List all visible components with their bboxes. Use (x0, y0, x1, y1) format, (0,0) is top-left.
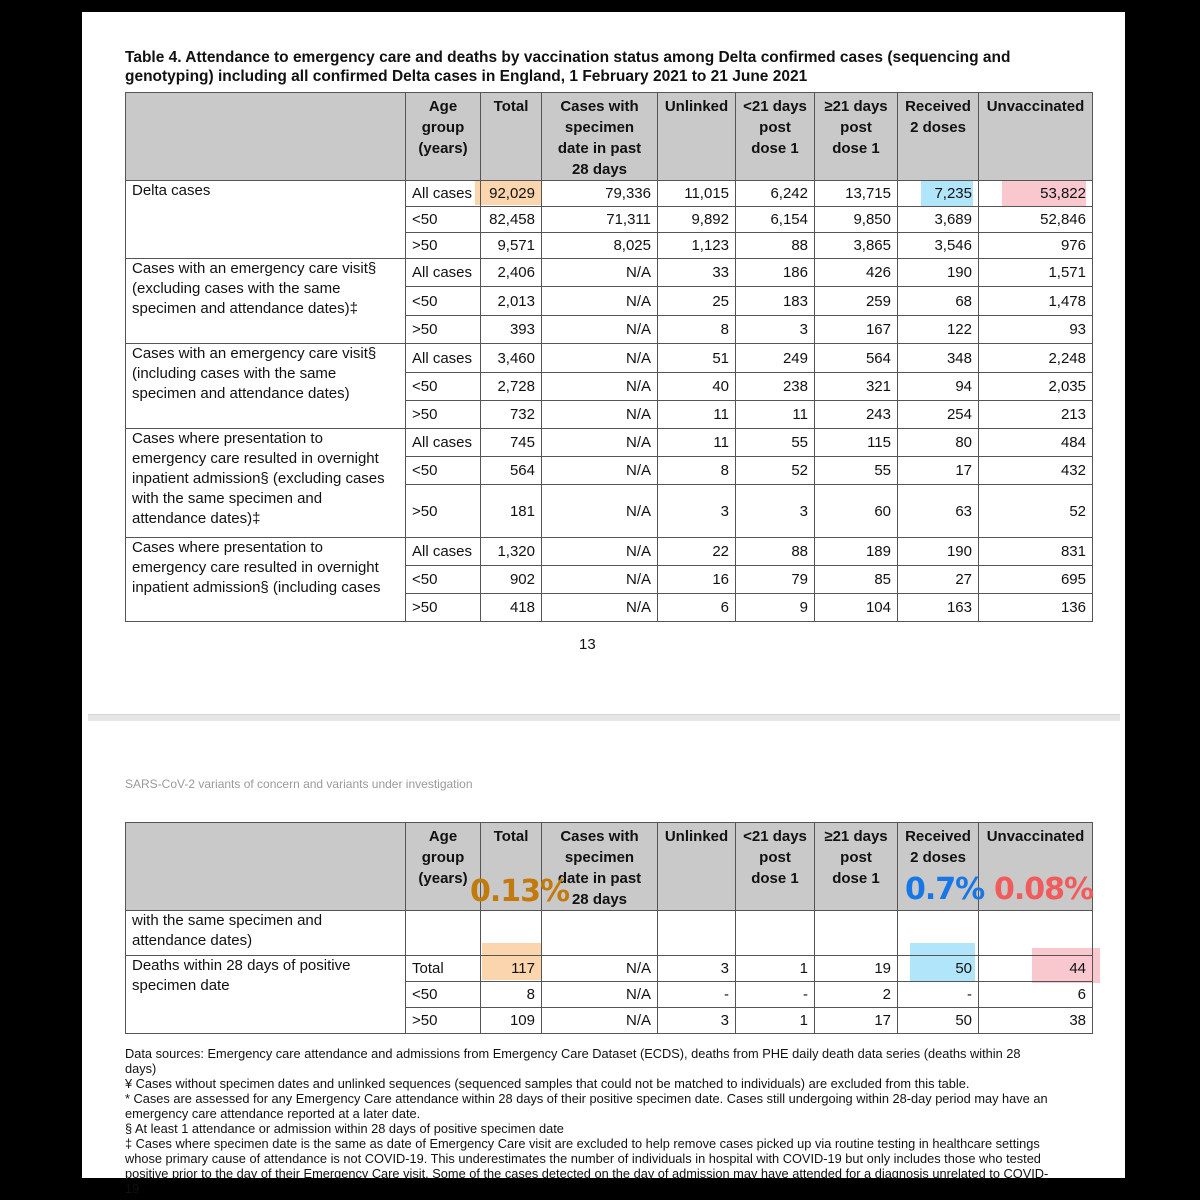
value-cell: 564 (481, 457, 542, 485)
row-group-label: Cases with an emergency care visit§ (excluding cases with the same specimen and attendance dates)‡ (126, 259, 406, 344)
value-cell: 9 (736, 594, 815, 622)
column-header: Age group (years) (406, 823, 481, 911)
age-group-cell: <50 (406, 287, 481, 316)
value-cell: 189 (815, 538, 898, 566)
value-cell: N/A (542, 956, 658, 982)
value-cell (979, 911, 1093, 956)
value-cell: N/A (542, 538, 658, 566)
row-group-label: Cases where presentation to emergency care resulted in overnight inpatient admission§ (including cases (126, 538, 406, 622)
age-group-cell: <50 (406, 982, 481, 1008)
value-cell: 11,015 (658, 181, 736, 207)
column-header: Cases with specimen date in past 28 days (542, 93, 658, 181)
value-cell (542, 911, 658, 956)
value-cell: 115 (815, 429, 898, 457)
age-group-cell: <50 (406, 566, 481, 594)
value-cell: 3,865 (815, 233, 898, 259)
age-group-cell: <50 (406, 207, 481, 233)
value-cell: 19 (815, 956, 898, 982)
value-cell: - (736, 982, 815, 1008)
age-group-cell: All cases (406, 429, 481, 457)
value-cell: 79 (736, 566, 815, 594)
value-cell: 53,822 (979, 181, 1093, 207)
column-header: Unvaccinated (979, 93, 1093, 181)
value-cell: 564 (815, 344, 898, 373)
value-cell (481, 911, 542, 956)
value-cell: 432 (979, 457, 1093, 485)
value-cell: 181 (481, 485, 542, 538)
age-group-cell (406, 911, 481, 956)
value-cell: 249 (736, 344, 815, 373)
value-cell: N/A (542, 982, 658, 1008)
age-group-cell: >50 (406, 594, 481, 622)
column-header: Received 2 doses (898, 93, 979, 181)
age-group-cell: All cases (406, 344, 481, 373)
table-row (126, 344, 1093, 373)
value-cell: 1 (736, 956, 815, 982)
value-cell: 44 (979, 956, 1093, 982)
value-cell: 321 (815, 373, 898, 401)
value-cell: 3 (658, 485, 736, 538)
column-header: <21 days post dose 1 (736, 93, 815, 181)
value-cell: N/A (542, 401, 658, 429)
value-cell: 38 (979, 1008, 1093, 1034)
page-divider (88, 714, 1120, 721)
value-cell: 109 (481, 1008, 542, 1034)
table-4-top (125, 92, 1093, 622)
value-cell: 426 (815, 259, 898, 287)
column-header: Total (481, 93, 542, 181)
value-cell: N/A (542, 429, 658, 457)
value-cell: 3,546 (898, 233, 979, 259)
footnote: * Cases are assessed for any Emergency Care attendance within 28 days of their positive specimen date. Cases still undergoing within 28-day period may have an emergency care attendance reported at a later date. (125, 1091, 1048, 1121)
value-cell: 16 (658, 566, 736, 594)
value-cell: 51 (658, 344, 736, 373)
table-row (126, 956, 1093, 982)
footnote: § At least 1 attendance or admission within 28 days of positive specimen date (125, 1121, 564, 1136)
value-cell: 68 (898, 287, 979, 316)
value-cell: 9,892 (658, 207, 736, 233)
value-cell: 85 (815, 566, 898, 594)
row-group-label: Cases with an emergency care visit§ (including cases with the same specimen and attendance dates) (126, 344, 406, 429)
row-group-label: Deaths within 28 days of positive specimen date (126, 956, 406, 1034)
value-cell: 3 (736, 485, 815, 538)
value-cell: 22 (658, 538, 736, 566)
value-cell: - (658, 982, 736, 1008)
age-group-cell: >50 (406, 485, 481, 538)
value-cell: 6,154 (736, 207, 815, 233)
value-cell: 745 (481, 429, 542, 457)
age-group-cell: >50 (406, 401, 481, 429)
column-header: Total (481, 823, 542, 911)
table-title: Table 4. Attendance to emergency care and deaths by vaccination status among Delta confirmed cases (sequencing and genotyping) including all confirmed Delta cases in England, 1 February 2021 to 21 June 2021 (125, 49, 1011, 85)
row-group-label: with the same specimen and attendance dates) (126, 911, 406, 956)
value-cell: 695 (979, 566, 1093, 594)
value-cell: 8,025 (542, 233, 658, 259)
value-cell: - (898, 982, 979, 1008)
value-cell: N/A (542, 259, 658, 287)
value-cell: 418 (481, 594, 542, 622)
value-cell: 82,458 (481, 207, 542, 233)
value-cell: 33 (658, 259, 736, 287)
value-cell: 50 (898, 956, 979, 982)
value-cell: 831 (979, 538, 1093, 566)
value-cell: 50 (898, 1008, 979, 1034)
footnotes (125, 1046, 1055, 1196)
value-cell: 1,123 (658, 233, 736, 259)
age-group-cell: <50 (406, 373, 481, 401)
value-cell: N/A (542, 316, 658, 344)
value-cell: 11 (736, 401, 815, 429)
value-cell: 55 (736, 429, 815, 457)
value-cell: 6 (658, 594, 736, 622)
value-cell: N/A (542, 485, 658, 538)
footnote: ¥ Cases without specimen dates and unlinked sequences (sequenced samples that could not be matched to individuals) are excluded from this table. (125, 1076, 970, 1091)
age-group-cell: Total (406, 956, 481, 982)
value-cell: N/A (542, 373, 658, 401)
value-cell: 348 (898, 344, 979, 373)
value-cell: N/A (542, 566, 658, 594)
value-cell: 732 (481, 401, 542, 429)
table-row (126, 181, 1093, 207)
age-group-cell: >50 (406, 316, 481, 344)
annotation-total-percent: 0.13% (470, 874, 570, 909)
table-row (126, 538, 1093, 566)
value-cell: 40 (658, 373, 736, 401)
running-header: SARS-CoV-2 variants of concern and variants under investigation (125, 777, 473, 791)
value-cell: 94 (898, 373, 979, 401)
value-cell (736, 911, 815, 956)
column-header: Received 2 doses (898, 823, 979, 911)
value-cell: 2,248 (979, 344, 1093, 373)
value-cell: N/A (542, 1008, 658, 1034)
age-group-cell: >50 (406, 1008, 481, 1034)
column-header: Unlinked (658, 93, 736, 181)
value-cell: 1,571 (979, 259, 1093, 287)
value-cell: 71,311 (542, 207, 658, 233)
table-row (126, 911, 1093, 956)
column-header: Cases with specimen date in past 28 days (542, 823, 658, 911)
value-cell: 92,029 (481, 181, 542, 207)
row-group-label: Delta cases (126, 181, 406, 259)
age-group-cell: All cases (406, 259, 481, 287)
value-cell: 17 (898, 457, 979, 485)
column-header: ≥21 days post dose 1 (815, 823, 898, 911)
value-cell: 238 (736, 373, 815, 401)
value-cell: 6 (979, 982, 1093, 1008)
value-cell: 976 (979, 233, 1093, 259)
value-cell: 2,035 (979, 373, 1093, 401)
value-cell: 2,406 (481, 259, 542, 287)
value-cell: 8 (481, 982, 542, 1008)
footnote: ‡ Cases where specimen date is the same as date of Emergency Care visit are excluded to help remove cases picked up via routine testing in healthcare settings whose primary cause of attendance is not COVID-19. This underestimates the number of individuals in hospital with COVID-19 but only includes those who tested positive prior to the day of their Emergency Care visit. Some of the cases detected on the day of admission may have attended for a diagnosis unrelated to COVID-19 (125, 1136, 1049, 1196)
annotation-two-doses-percent: 0.7% (905, 872, 985, 907)
value-cell: 88 (736, 538, 815, 566)
age-group-cell: All cases (406, 538, 481, 566)
value-cell: 88 (736, 233, 815, 259)
value-cell: 1 (736, 1008, 815, 1034)
column-header: <21 days post dose 1 (736, 823, 815, 911)
table-row (126, 259, 1093, 287)
value-cell: 2 (815, 982, 898, 1008)
value-cell: 190 (898, 259, 979, 287)
value-cell: 190 (898, 538, 979, 566)
value-cell: 25 (658, 287, 736, 316)
footnote: Data sources: Emergency care attendance and admissions from Emergency Care Dataset (ECDS), deaths from PHE daily death data series (deaths within 28 days) (125, 1046, 1021, 1076)
document-page (82, 12, 1125, 1196)
value-cell: 9,850 (815, 207, 898, 233)
value-cell: 9,571 (481, 233, 542, 259)
value-cell (898, 911, 979, 956)
value-cell: 8 (658, 457, 736, 485)
value-cell: 3 (736, 316, 815, 344)
value-cell: 3,689 (898, 207, 979, 233)
row-group-label: Cases where presentation to emergency care resulted in overnight inpatient admission§ (excluding cases with the same specimen and attendance dates)‡ (126, 429, 406, 538)
column-header: ≥21 days post dose 1 (815, 93, 898, 181)
value-cell: 60 (815, 485, 898, 538)
column-header: Unlinked (658, 823, 736, 911)
value-cell: 136 (979, 594, 1093, 622)
age-group-cell: All cases (406, 181, 481, 207)
value-cell: 259 (815, 287, 898, 316)
value-cell: 11 (658, 401, 736, 429)
column-header: Unvaccinated (979, 823, 1093, 911)
table-4-continued (125, 822, 1093, 1034)
value-cell (815, 911, 898, 956)
column-header (126, 93, 406, 181)
value-cell: 7,235 (898, 181, 979, 207)
value-cell: 27 (898, 566, 979, 594)
value-cell: 55 (815, 457, 898, 485)
value-cell: 167 (815, 316, 898, 344)
value-cell: 183 (736, 287, 815, 316)
value-cell: 1,478 (979, 287, 1093, 316)
age-group-cell: >50 (406, 233, 481, 259)
value-cell: 3 (658, 956, 736, 982)
value-cell: 17 (815, 1008, 898, 1034)
value-cell: 163 (898, 594, 979, 622)
value-cell: 52 (979, 485, 1093, 538)
value-cell: N/A (542, 344, 658, 373)
value-cell: 2,013 (481, 287, 542, 316)
column-header (126, 823, 406, 911)
value-cell: 254 (898, 401, 979, 429)
value-cell: 8 (658, 316, 736, 344)
value-cell: 79,336 (542, 181, 658, 207)
value-cell: 902 (481, 566, 542, 594)
table-row (126, 429, 1093, 457)
value-cell: N/A (542, 287, 658, 316)
value-cell: 3,460 (481, 344, 542, 373)
value-cell: 122 (898, 316, 979, 344)
value-cell: 52 (736, 457, 815, 485)
value-cell: 186 (736, 259, 815, 287)
value-cell: 13,715 (815, 181, 898, 207)
value-cell: 484 (979, 429, 1093, 457)
value-cell: 393 (481, 316, 542, 344)
value-cell: 6,242 (736, 181, 815, 207)
value-cell (658, 911, 736, 956)
age-group-cell: <50 (406, 457, 481, 485)
value-cell: 1,320 (481, 538, 542, 566)
value-cell: 11 (658, 429, 736, 457)
value-cell: 213 (979, 401, 1093, 429)
page-number: 13 (579, 636, 596, 653)
value-cell: 2,728 (481, 373, 542, 401)
value-cell: 3 (658, 1008, 736, 1034)
annotation-unvaccinated-percent: 0.08% (994, 872, 1094, 907)
value-cell: 52,846 (979, 207, 1093, 233)
column-header: Age group (years) (406, 93, 481, 181)
value-cell: 80 (898, 429, 979, 457)
value-cell: 63 (898, 485, 979, 538)
value-cell: 117 (481, 956, 542, 982)
header-row (126, 93, 1093, 181)
value-cell: 104 (815, 594, 898, 622)
value-cell: 93 (979, 316, 1093, 344)
value-cell: N/A (542, 457, 658, 485)
value-cell: N/A (542, 594, 658, 622)
value-cell: 243 (815, 401, 898, 429)
